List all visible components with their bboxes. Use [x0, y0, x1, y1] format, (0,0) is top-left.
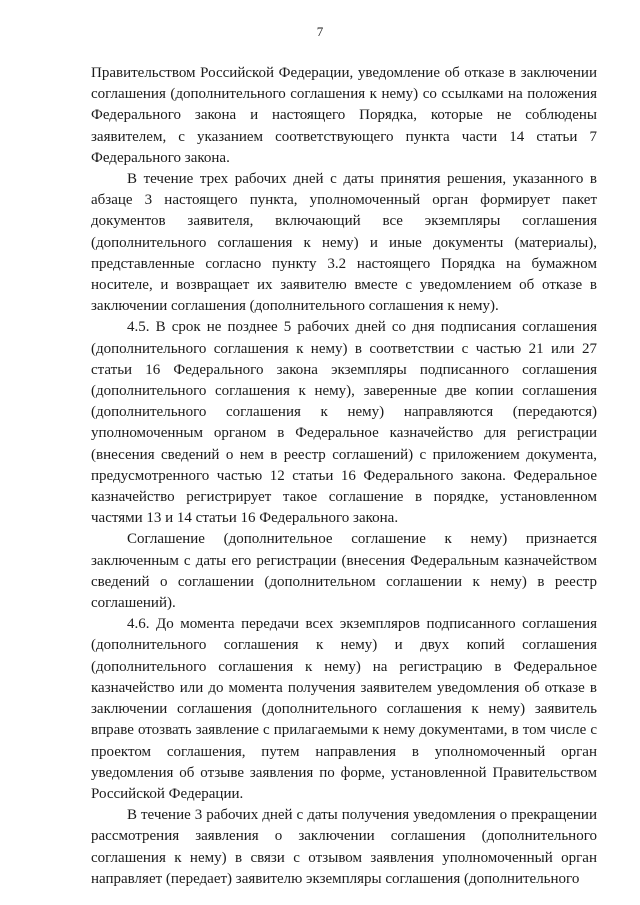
paragraph: 4.5. В срок не позднее 5 рабочих дней со дня подписания соглашения (дополнительного соглашения к нему) в соответствии с частью 21 или 27 статьи 16 Федерального закона экземпляры подписанного соглашения (дополнительного соглашения к нему), заверенные две копии соглашения (дополнительного соглашения к нему) направляются (передаются) уполномоченным органом в Федеральное казначейство для регистрации (внесения сведений о нем в реестр соглашений) с приложением документа, предусмотренного частью 12 статьи 16 Федерального закона. Федеральное казначейство регистрирует такое соглашение в порядке, установленном частями 13 и 14 статьи 16 Федерального закона. — [91, 319, 597, 527]
page-number: 7 — [316, 24, 324, 39]
paragraph: 4.6. До момента передачи всех экземпляров подписанного соглашения (дополнительного соглашения к нему) и двух копий соглашения (дополнительного соглашения к нему) на регистрацию в Федеральное казначейство или до момента получения заявителем уведомления об отказе в заключении соглашения (дополнительного соглашения к нему) заявитель вправе отозвать заявление с прилагаемыми к нему документами, в том числе с проектом соглашения, путем направления в уполномоченный орган уведомления об отзыве заявления по форме, установленной Правительством Российской Федерации. — [91, 616, 597, 802]
document-body — [91, 63, 597, 890]
paragraph: Правительством Российской Федерации, уведомление об отказе в заключении соглашения (дополнительного соглашения к нему) со ссылками на положения Федерального закона и настоящего Порядка, которые не соблюдены заявителем, с указанием соответствующего пункта части 14 статьи 7 Федерального закона. — [91, 65, 597, 166]
paragraph: В течение трех рабочих дней с даты принятия решения, указанного в абзаце 3 настоящего пункта, уполномоченный орган формирует пакет документов заявителя, включающий все экземпляры соглашения (дополнительного соглашения к нему) и иные документы (материалы), представленные согласно пункту 3.2 настоящего Порядка на бумажном носителе, и возвращает их заявителю вместе с уведомлением об отказе в заключении соглашения (дополнительного соглашения к нему). — [91, 171, 597, 315]
paragraph: В течение 3 рабочих дней с даты получения уведомления о прекращении рассмотрения заявления о заключении соглашения (дополнительного соглашения к нему) в связи с отзывом заявления уполномоченный орган направляет (передает) заявителю экземпляры соглашения (дополнительного — [91, 807, 597, 887]
paragraph: Соглашение (дополнительное соглашение к нему) признается заключенным с даты его регистрации (внесения Федеральным казначейством сведений о соглашении (дополнительном соглашении к нему) в реестр соглашений). — [91, 531, 597, 612]
